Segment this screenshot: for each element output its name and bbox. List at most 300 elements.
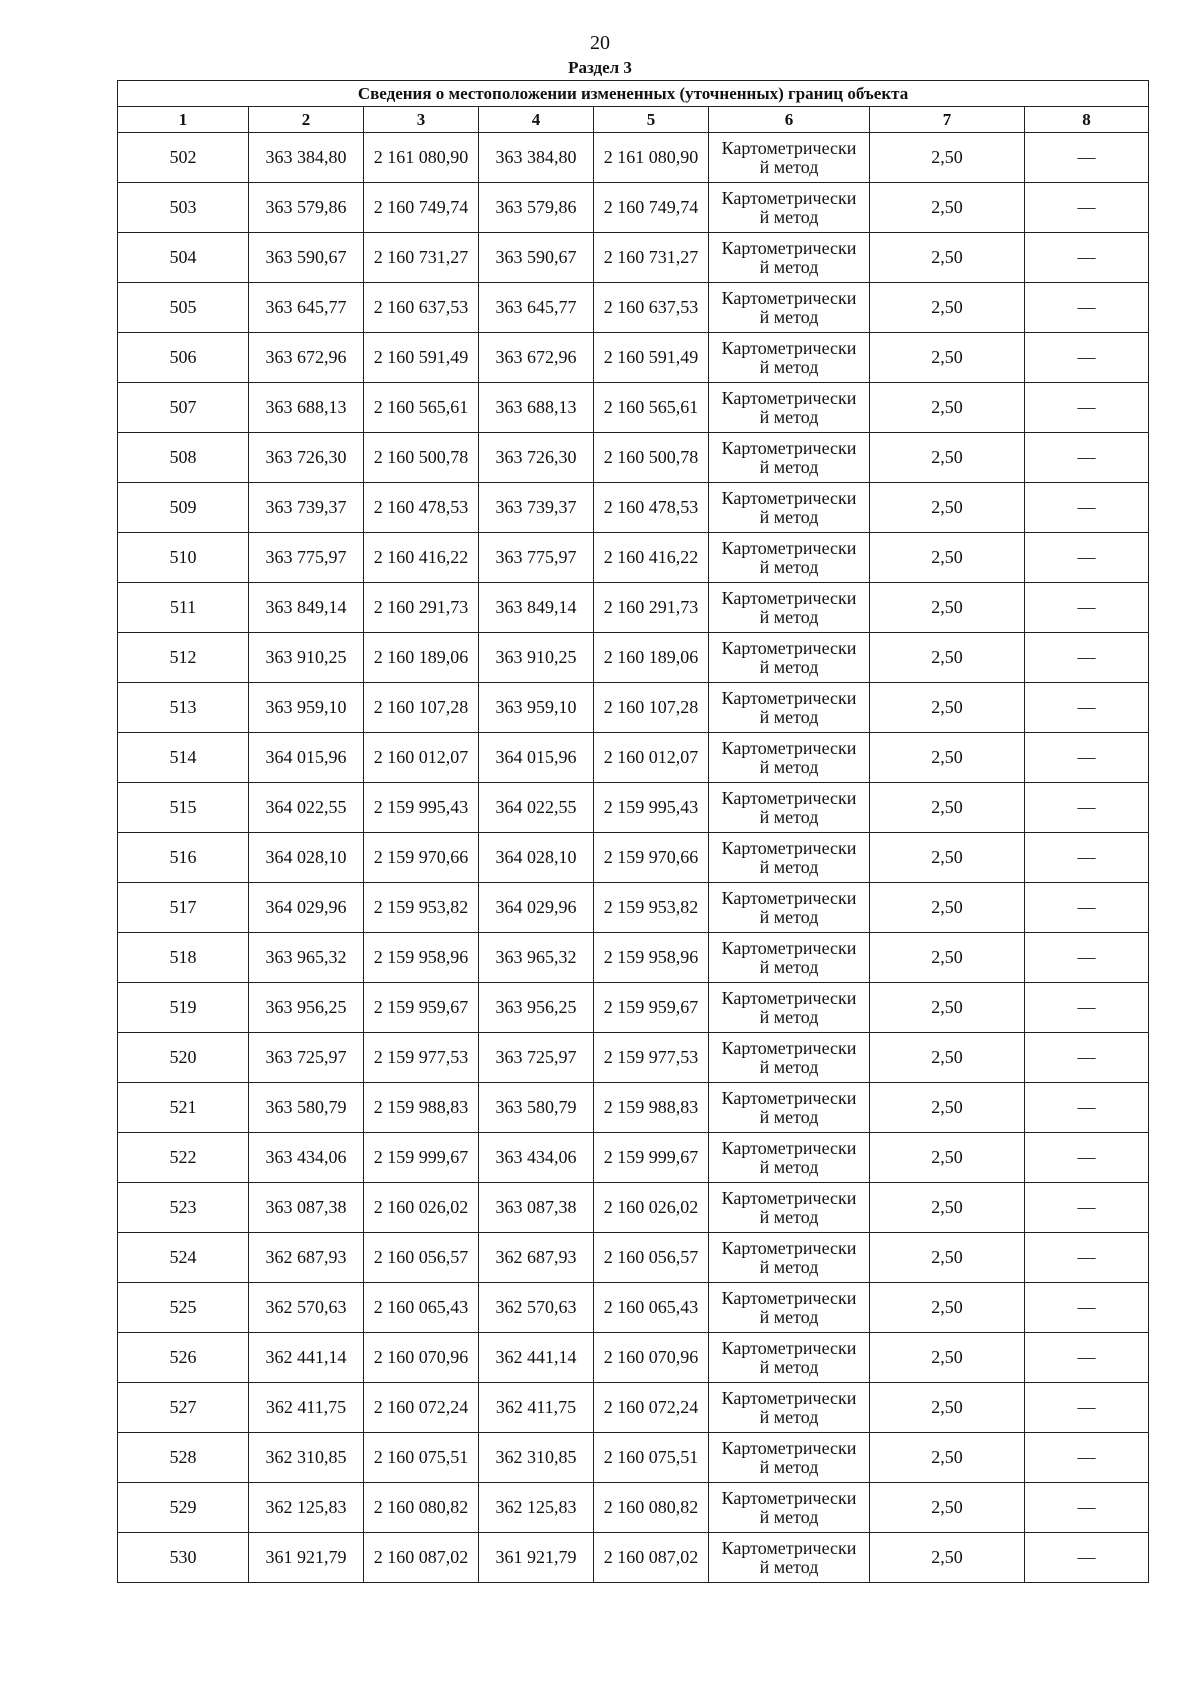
- point-number-cell: 521: [118, 1083, 249, 1133]
- table-row: [118, 483, 1149, 533]
- description-cell: —: [1025, 1083, 1149, 1133]
- table-row: [118, 1383, 1149, 1433]
- accuracy-cell: 2,50: [870, 233, 1025, 283]
- method-line-2: й метод: [759, 1006, 819, 1027]
- old-x-cell: 362 441,14: [249, 1333, 364, 1383]
- new-y-cell: 2 160 189,06: [594, 633, 709, 683]
- new-y-cell: 2 160 012,07: [594, 733, 709, 783]
- method-line-1: Картометрически: [721, 837, 857, 858]
- section-title: Раздел 3: [568, 58, 632, 77]
- new-x-cell: 362 570,63: [479, 1283, 594, 1333]
- table-row: [118, 533, 1149, 583]
- old-x-cell: 364 028,10: [249, 833, 364, 883]
- method-line-2: й метод: [759, 756, 819, 777]
- table-row: [118, 1483, 1149, 1533]
- old-x-cell: 364 029,96: [249, 883, 364, 933]
- accuracy-cell: 2,50: [870, 483, 1025, 533]
- old-y-cell: 2 160 731,27: [364, 233, 479, 283]
- old-x-cell: 363 645,77: [249, 283, 364, 333]
- point-number-cell: 509: [118, 483, 249, 533]
- table-row: [118, 983, 1149, 1033]
- new-y-cell: 2 159 958,96: [594, 933, 709, 983]
- point-number-cell: 514: [118, 733, 249, 783]
- accuracy-cell: 2,50: [870, 433, 1025, 483]
- new-y-cell: 2 159 999,67: [594, 1133, 709, 1183]
- method-cell: [709, 733, 870, 783]
- old-y-cell: 2 160 565,61: [364, 383, 479, 433]
- old-x-cell: 363 688,13: [249, 383, 364, 433]
- method-line-2: й метод: [759, 956, 819, 977]
- table-caption: Сведения о местоположении измененных (уточненных) границ объекта: [118, 81, 1149, 107]
- description-cell: —: [1025, 1533, 1149, 1583]
- method-line-2: й метод: [759, 456, 819, 477]
- new-x-cell: 362 411,75: [479, 1383, 594, 1433]
- method-line-2: й метод: [759, 256, 819, 277]
- method-line-1: Картометрически: [721, 737, 857, 758]
- method-line-2: й метод: [759, 1256, 819, 1277]
- accuracy-cell: 2,50: [870, 1183, 1025, 1233]
- description-cell: —: [1025, 483, 1149, 533]
- old-x-cell: 361 921,79: [249, 1533, 364, 1583]
- old-y-cell: 2 160 065,43: [364, 1283, 479, 1333]
- method-line-1: Картометрически: [721, 787, 857, 808]
- method-line-1: Картометрически: [721, 237, 857, 258]
- method-line-2: й метод: [759, 1406, 819, 1427]
- new-y-cell: 2 160 026,02: [594, 1183, 709, 1233]
- method-line-1: Картометрически: [721, 1537, 857, 1558]
- new-x-cell: 363 580,79: [479, 1083, 594, 1133]
- method-line-1: Картометрически: [721, 1337, 857, 1358]
- description-cell: —: [1025, 833, 1149, 883]
- method-line-1: Картометрически: [721, 137, 857, 158]
- new-x-cell: 362 441,14: [479, 1333, 594, 1383]
- point-number-cell: 525: [118, 1283, 249, 1333]
- description-cell: —: [1025, 733, 1149, 783]
- accuracy-cell: 2,50: [870, 983, 1025, 1033]
- method-line-1: Картометрически: [721, 1087, 857, 1108]
- accuracy-cell: 2,50: [870, 1133, 1025, 1183]
- method-cell: [709, 583, 870, 633]
- table-row: [118, 583, 1149, 633]
- new-x-cell: 361 921,79: [479, 1533, 594, 1583]
- accuracy-cell: 2,50: [870, 783, 1025, 833]
- table-row: [118, 1133, 1149, 1183]
- column-header-4: 4: [479, 107, 594, 133]
- coordinates-table: [117, 80, 1149, 1583]
- table-row: [118, 1533, 1149, 1583]
- table-row: [118, 1233, 1149, 1283]
- accuracy-cell: 2,50: [870, 1333, 1025, 1383]
- old-y-cell: 2 160 070,96: [364, 1333, 479, 1383]
- method-line-2: й метод: [759, 1156, 819, 1177]
- table-row: [118, 683, 1149, 733]
- method-cell: [709, 533, 870, 583]
- table-row: [118, 783, 1149, 833]
- old-x-cell: 364 015,96: [249, 733, 364, 783]
- method-line-2: й метод: [759, 1456, 819, 1477]
- old-x-cell: 364 022,55: [249, 783, 364, 833]
- method-cell: [709, 283, 870, 333]
- accuracy-cell: 2,50: [870, 1533, 1025, 1583]
- accuracy-cell: 2,50: [870, 1033, 1025, 1083]
- old-x-cell: 363 579,86: [249, 183, 364, 233]
- old-y-cell: 2 159 999,67: [364, 1133, 479, 1183]
- accuracy-cell: 2,50: [870, 883, 1025, 933]
- table-row: [118, 383, 1149, 433]
- new-y-cell: 2 160 749,74: [594, 183, 709, 233]
- old-x-cell: 363 590,67: [249, 233, 364, 283]
- description-cell: —: [1025, 883, 1149, 933]
- old-x-cell: 363 087,38: [249, 1183, 364, 1233]
- method-cell: [709, 883, 870, 933]
- point-number-cell: 517: [118, 883, 249, 933]
- accuracy-cell: 2,50: [870, 1383, 1025, 1433]
- method-line-2: й метод: [759, 1056, 819, 1077]
- old-y-cell: 2 160 056,57: [364, 1233, 479, 1283]
- table-row: [118, 733, 1149, 783]
- new-x-cell: 364 015,96: [479, 733, 594, 783]
- description-cell: —: [1025, 383, 1149, 433]
- point-number-cell: 518: [118, 933, 249, 983]
- description-cell: —: [1025, 1333, 1149, 1383]
- method-cell: [709, 1033, 870, 1083]
- description-cell: —: [1025, 1433, 1149, 1483]
- method-line-2: й метод: [759, 706, 819, 727]
- new-x-cell: 363 688,13: [479, 383, 594, 433]
- method-cell: [709, 1183, 870, 1233]
- method-cell: [709, 183, 870, 233]
- point-number-cell: 505: [118, 283, 249, 333]
- accuracy-cell: 2,50: [870, 283, 1025, 333]
- method-cell: [709, 333, 870, 383]
- old-x-cell: 363 965,32: [249, 933, 364, 983]
- point-number-cell: 503: [118, 183, 249, 233]
- method-cell: [709, 833, 870, 883]
- column-header-7: 7: [870, 107, 1025, 133]
- new-x-cell: 362 687,93: [479, 1233, 594, 1283]
- description-cell: —: [1025, 933, 1149, 983]
- table-row: [118, 883, 1149, 933]
- new-x-cell: 362 125,83: [479, 1483, 594, 1533]
- old-y-cell: 2 160 749,74: [364, 183, 479, 233]
- new-x-cell: 363 775,97: [479, 533, 594, 583]
- method-line-1: Картометрически: [721, 1387, 857, 1408]
- old-x-cell: 362 570,63: [249, 1283, 364, 1333]
- method-line-1: Картометрически: [721, 687, 857, 708]
- point-number-cell: 529: [118, 1483, 249, 1533]
- new-x-cell: 364 028,10: [479, 833, 594, 883]
- new-y-cell: 2 159 953,82: [594, 883, 709, 933]
- old-x-cell: 362 125,83: [249, 1483, 364, 1533]
- new-y-cell: 2 159 995,43: [594, 783, 709, 833]
- method-cell: [709, 1433, 870, 1483]
- method-line-1: Картометрически: [721, 287, 857, 308]
- old-x-cell: 362 411,75: [249, 1383, 364, 1433]
- new-y-cell: 2 160 075,51: [594, 1433, 709, 1483]
- method-cell: [709, 1483, 870, 1533]
- method-cell: [709, 133, 870, 183]
- method-line-2: й метод: [759, 1506, 819, 1527]
- method-line-2: й метод: [759, 906, 819, 927]
- new-y-cell: 2 160 107,28: [594, 683, 709, 733]
- new-x-cell: 363 434,06: [479, 1133, 594, 1183]
- old-x-cell: 363 434,06: [249, 1133, 364, 1183]
- new-x-cell: 363 725,97: [479, 1033, 594, 1083]
- method-line-2: й метод: [759, 606, 819, 627]
- old-x-cell: 363 956,25: [249, 983, 364, 1033]
- new-x-cell: 363 645,77: [479, 283, 594, 333]
- method-line-2: й метод: [759, 1106, 819, 1127]
- table-row: [118, 433, 1149, 483]
- method-line-1: Картометрически: [721, 587, 857, 608]
- method-cell: [709, 483, 870, 533]
- method-cell: [709, 383, 870, 433]
- description-cell: —: [1025, 233, 1149, 283]
- old-x-cell: 363 910,25: [249, 633, 364, 683]
- old-y-cell: 2 160 107,28: [364, 683, 479, 733]
- new-x-cell: 363 959,10: [479, 683, 594, 733]
- method-line-1: Картометрически: [721, 387, 857, 408]
- old-y-cell: 2 159 988,83: [364, 1083, 479, 1133]
- method-cell: [709, 233, 870, 283]
- point-number-cell: 519: [118, 983, 249, 1033]
- method-line-2: й метод: [759, 1206, 819, 1227]
- point-number-cell: 527: [118, 1383, 249, 1433]
- table-row: [118, 1433, 1149, 1483]
- accuracy-cell: 2,50: [870, 1483, 1025, 1533]
- method-line-1: Картометрически: [721, 1187, 857, 1208]
- method-cell: [709, 1533, 870, 1583]
- table-row: [118, 1083, 1149, 1133]
- accuracy-cell: 2,50: [870, 1433, 1025, 1483]
- new-y-cell: 2 160 070,96: [594, 1333, 709, 1383]
- old-y-cell: 2 160 087,02: [364, 1533, 479, 1583]
- old-x-cell: 362 687,93: [249, 1233, 364, 1283]
- method-line-2: й метод: [759, 556, 819, 577]
- description-cell: —: [1025, 683, 1149, 733]
- description-cell: —: [1025, 183, 1149, 233]
- column-header-8: 8: [1025, 107, 1149, 133]
- method-line-1: Картометрически: [721, 1037, 857, 1058]
- new-x-cell: 363 087,38: [479, 1183, 594, 1233]
- old-x-cell: 363 739,37: [249, 483, 364, 533]
- description-cell: —: [1025, 1483, 1149, 1533]
- new-y-cell: 2 160 072,24: [594, 1383, 709, 1433]
- table-row: [118, 233, 1149, 283]
- new-y-cell: 2 160 416,22: [594, 533, 709, 583]
- old-x-cell: 362 310,85: [249, 1433, 364, 1483]
- method-line-1: Картометрически: [721, 537, 857, 558]
- method-cell: [709, 783, 870, 833]
- new-y-cell: 2 159 988,83: [594, 1083, 709, 1133]
- old-x-cell: 363 959,10: [249, 683, 364, 733]
- description-cell: —: [1025, 1283, 1149, 1333]
- point-number-cell: 522: [118, 1133, 249, 1183]
- accuracy-cell: 2,50: [870, 1083, 1025, 1133]
- description-cell: —: [1025, 1033, 1149, 1083]
- method-line-2: й метод: [759, 506, 819, 527]
- method-cell: [709, 1233, 870, 1283]
- old-y-cell: 2 160 291,73: [364, 583, 479, 633]
- method-line-2: й метод: [759, 356, 819, 377]
- new-x-cell: 363 590,67: [479, 233, 594, 283]
- method-line-1: Картометрически: [721, 987, 857, 1008]
- old-y-cell: 2 160 591,49: [364, 333, 479, 383]
- point-number-cell: 502: [118, 133, 249, 183]
- old-y-cell: 2 160 416,22: [364, 533, 479, 583]
- new-x-cell: 363 384,80: [479, 133, 594, 183]
- table-header-row: [118, 107, 1149, 133]
- old-y-cell: 2 160 478,53: [364, 483, 479, 533]
- old-x-cell: 363 775,97: [249, 533, 364, 583]
- accuracy-cell: 2,50: [870, 333, 1025, 383]
- new-y-cell: 2 160 291,73: [594, 583, 709, 633]
- description-cell: —: [1025, 1383, 1149, 1433]
- old-y-cell: 2 160 080,82: [364, 1483, 479, 1533]
- column-header-1: 1: [118, 107, 249, 133]
- accuracy-cell: 2,50: [870, 683, 1025, 733]
- old-y-cell: 2 159 959,67: [364, 983, 479, 1033]
- old-y-cell: 2 159 977,53: [364, 1033, 479, 1083]
- method-line-2: й метод: [759, 1356, 819, 1377]
- point-number-cell: 504: [118, 233, 249, 283]
- method-line-1: Картометрически: [721, 1487, 857, 1508]
- new-y-cell: 2 161 080,90: [594, 133, 709, 183]
- method-line-1: Картометрически: [721, 1437, 857, 1458]
- table-row: [118, 133, 1149, 183]
- point-number-cell: 530: [118, 1533, 249, 1583]
- new-y-cell: 2 160 056,57: [594, 1233, 709, 1283]
- new-y-cell: 2 160 065,43: [594, 1283, 709, 1333]
- accuracy-cell: 2,50: [870, 1233, 1025, 1283]
- description-cell: —: [1025, 333, 1149, 383]
- accuracy-cell: 2,50: [870, 633, 1025, 683]
- new-y-cell: 2 160 080,82: [594, 1483, 709, 1533]
- accuracy-cell: 2,50: [870, 133, 1025, 183]
- old-y-cell: 2 159 970,66: [364, 833, 479, 883]
- point-number-cell: 511: [118, 583, 249, 633]
- method-line-1: Картометрически: [721, 187, 857, 208]
- method-line-2: й метод: [759, 806, 819, 827]
- old-x-cell: 363 384,80: [249, 133, 364, 183]
- method-line-2: й метод: [759, 656, 819, 677]
- point-number-cell: 508: [118, 433, 249, 483]
- point-number-cell: 528: [118, 1433, 249, 1483]
- column-header-5: 5: [594, 107, 709, 133]
- column-header-3: 3: [364, 107, 479, 133]
- table-row: [118, 1033, 1149, 1083]
- table-row: [118, 283, 1149, 333]
- point-number-cell: 524: [118, 1233, 249, 1283]
- accuracy-cell: 2,50: [870, 383, 1025, 433]
- old-x-cell: 363 849,14: [249, 583, 364, 633]
- new-y-cell: 2 160 731,27: [594, 233, 709, 283]
- point-number-cell: 523: [118, 1183, 249, 1233]
- old-y-cell: 2 159 953,82: [364, 883, 479, 933]
- method-line-1: Картометрически: [721, 887, 857, 908]
- method-cell: [709, 1283, 870, 1333]
- old-y-cell: 2 160 026,02: [364, 1183, 479, 1233]
- method-line-1: Картометрически: [721, 1237, 857, 1258]
- description-cell: —: [1025, 133, 1149, 183]
- method-line-2: й метод: [759, 1306, 819, 1327]
- method-line-1: Картометрически: [721, 1287, 857, 1308]
- table-row: [118, 633, 1149, 683]
- new-y-cell: 2 160 591,49: [594, 333, 709, 383]
- method-line-2: й метод: [759, 156, 819, 177]
- method-line-2: й метод: [759, 856, 819, 877]
- point-number-cell: 506: [118, 333, 249, 383]
- description-cell: —: [1025, 1233, 1149, 1283]
- method-cell: [709, 433, 870, 483]
- method-cell: [709, 1133, 870, 1183]
- accuracy-cell: 2,50: [870, 183, 1025, 233]
- table-body: [118, 133, 1149, 1583]
- new-x-cell: 363 849,14: [479, 583, 594, 633]
- method-line-2: й метод: [759, 206, 819, 227]
- description-cell: —: [1025, 983, 1149, 1033]
- table-row: [118, 933, 1149, 983]
- new-x-cell: 362 310,85: [479, 1433, 594, 1483]
- table-row: [118, 1333, 1149, 1383]
- old-y-cell: 2 160 012,07: [364, 733, 479, 783]
- method-line-1: Картометрически: [721, 337, 857, 358]
- new-x-cell: 363 579,86: [479, 183, 594, 233]
- method-cell: [709, 1333, 870, 1383]
- new-x-cell: 363 739,37: [479, 483, 594, 533]
- description-cell: —: [1025, 433, 1149, 483]
- description-cell: —: [1025, 283, 1149, 333]
- old-x-cell: 363 726,30: [249, 433, 364, 483]
- table-row: [118, 1183, 1149, 1233]
- description-cell: —: [1025, 1133, 1149, 1183]
- new-x-cell: 363 672,96: [479, 333, 594, 383]
- method-line-1: Картометрически: [721, 1137, 857, 1158]
- method-line-1: Картометрически: [721, 487, 857, 508]
- table-row: [118, 1283, 1149, 1333]
- new-x-cell: 363 726,30: [479, 433, 594, 483]
- description-cell: —: [1025, 633, 1149, 683]
- method-line-1: Картометрически: [721, 937, 857, 958]
- point-number-cell: 515: [118, 783, 249, 833]
- point-number-cell: 526: [118, 1333, 249, 1383]
- old-x-cell: 363 672,96: [249, 333, 364, 383]
- old-y-cell: 2 159 958,96: [364, 933, 479, 983]
- new-x-cell: 364 029,96: [479, 883, 594, 933]
- point-number-cell: 520: [118, 1033, 249, 1083]
- method-cell: [709, 1383, 870, 1433]
- old-y-cell: 2 160 072,24: [364, 1383, 479, 1433]
- old-x-cell: 363 580,79: [249, 1083, 364, 1133]
- point-number-cell: 513: [118, 683, 249, 733]
- new-x-cell: 364 022,55: [479, 783, 594, 833]
- point-number-cell: 516: [118, 833, 249, 883]
- new-y-cell: 2 160 565,61: [594, 383, 709, 433]
- new-y-cell: 2 160 500,78: [594, 433, 709, 483]
- accuracy-cell: 2,50: [870, 1283, 1025, 1333]
- new-x-cell: 363 910,25: [479, 633, 594, 683]
- table-row: [118, 333, 1149, 383]
- new-y-cell: 2 159 977,53: [594, 1033, 709, 1083]
- method-cell: [709, 683, 870, 733]
- old-y-cell: 2 159 995,43: [364, 783, 479, 833]
- new-y-cell: 2 160 087,02: [594, 1533, 709, 1583]
- table-row: [118, 183, 1149, 233]
- old-y-cell: 2 161 080,90: [364, 133, 479, 183]
- description-cell: —: [1025, 783, 1149, 833]
- old-x-cell: 363 725,97: [249, 1033, 364, 1083]
- method-line-2: й метод: [759, 406, 819, 427]
